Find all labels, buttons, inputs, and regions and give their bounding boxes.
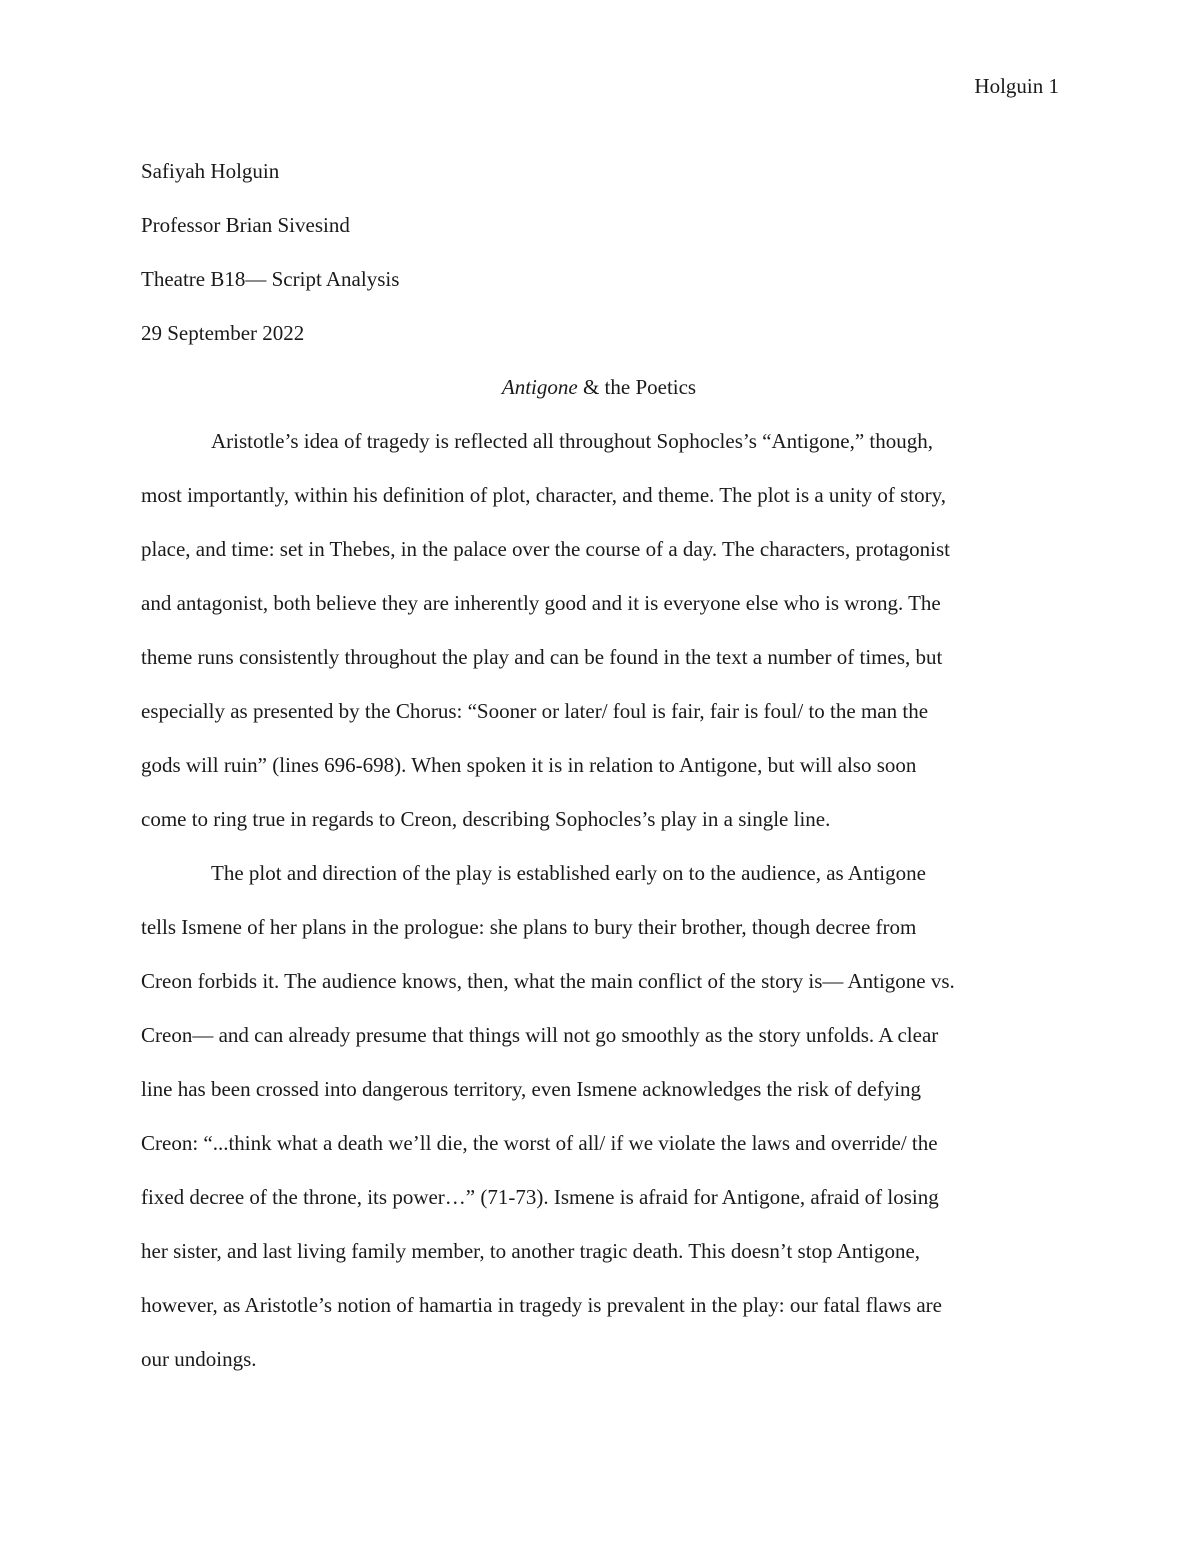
running-head: Holguin 1 [974,74,1059,98]
essay-title-italic: Antigone [501,375,578,399]
paragraph-line: especially as presented by the Chorus: “Sooner or later/ foul is fair, fair is foul/ to the man the [141,699,929,723]
paragraph-line: tells Ismene of her plans in the prologue: she plans to bury their brother, though decree from [141,915,917,939]
paragraph-line: Aristotle’s idea of tragedy is reflected all throughout Sophocles’s “Antigone,” though, [211,429,933,453]
paragraph-line: The plot and direction of the play is established early on to the audience, as Antigone [211,861,926,885]
paragraph-2 [141,846,1057,1386]
paragraph-1 [141,414,1057,846]
paragraph-line: Creon forbids it. The audience knows, then, what the main conflict of the story is— Antigone vs. [141,969,955,993]
essay-title-rest: & the Poetics [577,375,697,399]
paragraph-line: and antagonist, both believe they are inherently good and it is everyone else who is wrong. The [141,591,941,615]
essay-title [141,360,1057,414]
paragraph-line: theme runs consistently throughout the play and can be found in the text a number of times, but [141,645,943,669]
paragraph-line: fixed decree of the throne, its power…” (71-73). Ismene is afraid for Antigone, afraid of losing [141,1185,939,1209]
paragraph-line: her sister, and last living family member, to another tragic death. This doesn’t stop Antigone, [141,1239,921,1263]
document-body [141,144,1057,1386]
paragraph-line: come to ring true in regards to Creon, describing Sophocles’s play in a single line. [141,807,831,831]
paragraph-line: most importantly, within his definition of plot, character, and theme. The plot is a unity of story, [141,483,946,507]
paragraph-line: Creon: “...think what a death we’ll die, the worst of all/ if we violate the laws and override/ the [141,1131,938,1155]
student-name: Safiyah Holguin [141,159,280,183]
paragraph-line: however, as Aristotle’s notion of hamartia in tragedy is prevalent in the play: our fatal flaws are [141,1293,942,1317]
paragraph-line: our undoings. [141,1347,257,1371]
paragraph-line: place, and time: set in Thebes, in the palace over the course of a day. The characters, protagonist [141,537,950,561]
paragraph-line: Creon— and can already presume that things will not go smoothly as the story unfolds. A clear [141,1023,939,1047]
course-name: Theatre B18— Script Analysis [141,267,400,291]
paragraph-line: line has been crossed into dangerous territory, even Ismene acknowledges the risk of defying [141,1077,922,1101]
essay-date: 29 September 2022 [141,321,305,345]
paragraph-line: gods will ruin” (lines 696-698). When spoken it is in relation to Antigone, but will also soon [141,753,917,777]
professor-name: Professor Brian Sivesind [141,213,350,237]
